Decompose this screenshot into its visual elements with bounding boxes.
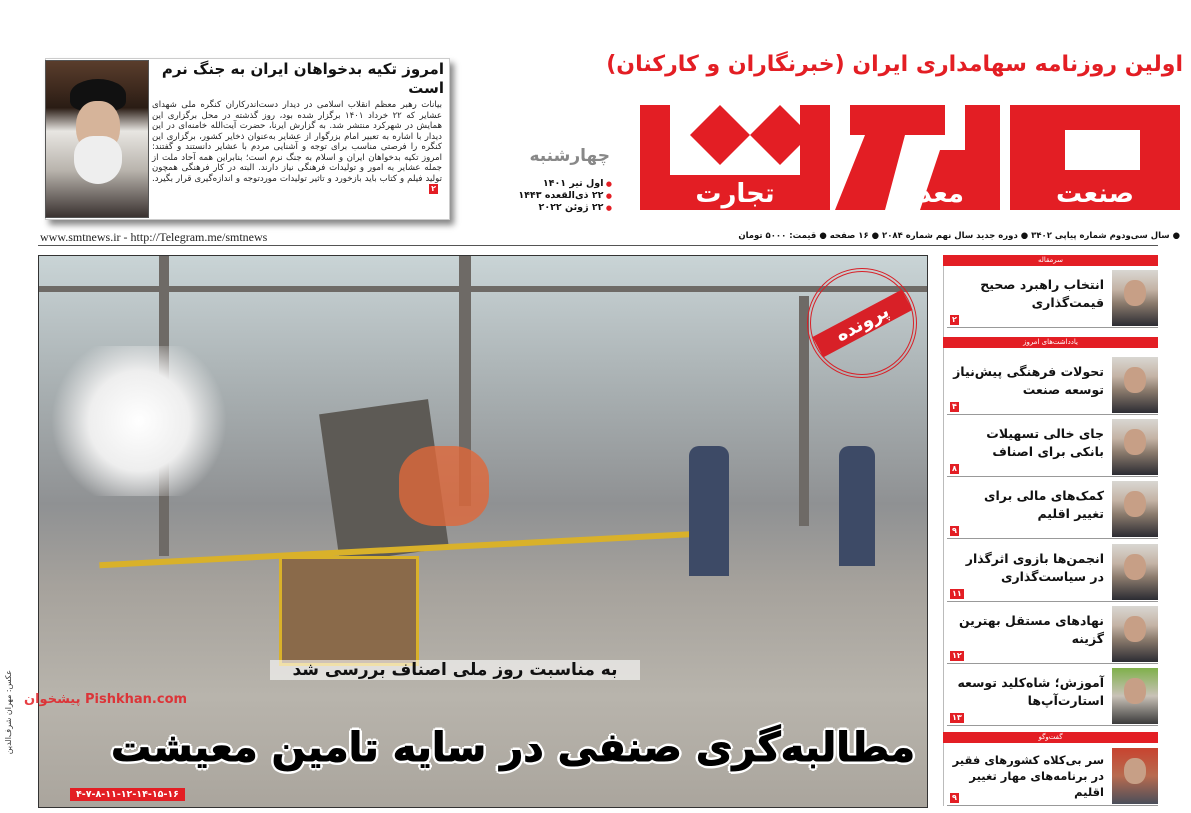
- logo-word: صنعت: [1056, 179, 1134, 209]
- item-title: سر بی‌کلاه کشورهای فقیر در برنامه‌های مهار تغییر اقلیم: [952, 753, 1104, 799]
- lead-story-body: بیانات رهبر معظم انقلاب اسلامی در دیدار دست‌اندرکاران کنگره ملی شهدای عشایر که ۲۲ خرداد ۱۴۰۱ برگزار شده بود، روز گذشته در محل برگزاری این همایش در شهرکرد منتشر شد. به گزارش ایرنا، حضرت آیت‌الله خامنه‌ای در این دیدار با اشاره به تعبیر امام بزرگوار از عشایر به‌عنوان ذخایر کشور، برگزاری این کنگره را فرصتی مناسب برای توجه و آشنایی مردم با عشایر دانستند و گفتند: امروز تکیه بدخواهان ایران و اسلام به جنگ نرم است؛ بنابراین همه آحاد ملت از جمله عشایر به امور و تولیدات فرهنگی نیاز دارند. البته در کار فرهنگی همچون تولید فیلم و کتاب باید بازخورد و تاثیر تولیدات موردتوجه و اندازه‌گیری قرار بگیرد.: [152, 100, 442, 184]
- headline-kicker: به مناسبت روز ملی اصناف بررسی شد: [270, 660, 640, 680]
- sidebar-item[interactable]: [947, 357, 1158, 415]
- sidebar-item[interactable]: [947, 270, 1158, 328]
- item-title: جای خالی تسهیلات بانکی برای اصناف: [986, 426, 1104, 459]
- page-ref-badge: ۹: [952, 526, 957, 535]
- page-ref-badge: ۸: [952, 464, 957, 473]
- sidebar-item[interactable]: [947, 748, 1158, 806]
- website-links[interactable]: www.smtnews.ir - http://Telegram.me/smtnews: [40, 230, 268, 244]
- page-ref-badge: ۹: [952, 793, 957, 802]
- stamp-label: پرونده: [812, 289, 912, 357]
- main-headline[interactable]: مطالبه‌گری صنفی در سایه تامین معیشت: [110, 725, 915, 771]
- item-title: انتخاب راهبرد صحیح قیمت‌گذاری: [980, 277, 1104, 310]
- item-title: کمک‌های مالی برای تغییر اقلیم: [984, 488, 1104, 521]
- author-photo: [1112, 748, 1158, 804]
- sidebar-item[interactable]: [947, 481, 1158, 539]
- author-photo: [1112, 357, 1158, 413]
- sidebar-item[interactable]: [947, 668, 1158, 726]
- author-photo: [1112, 606, 1158, 662]
- lead-story-title[interactable]: امروز تکیه بدخواهان ایران به جنگ نرم است: [161, 60, 444, 97]
- photo-credit: عکس: مهران شرف‌الدین: [4, 670, 13, 755]
- issue-info: ● سال سی‌ودوم شماره پیاپی ۳۴۰۲ ● دوره جدید سال نهم شماره ۲۰۸۴ ● ۱۶ صفحه ● قیمت: ۵۰۰۰ تومان: [738, 231, 1180, 241]
- solar-date: ● اول تیر ۱۴۰۱: [543, 178, 612, 189]
- dates: [500, 178, 612, 214]
- author-photo: [1112, 270, 1158, 326]
- sidebar-item[interactable]: [947, 606, 1158, 664]
- lead-story-body-block: [152, 100, 442, 195]
- divider: [38, 245, 1158, 246]
- section-header-editorial: سرمقاله: [943, 255, 1158, 266]
- lunar-date: ● ۲۲ ذی‌القعده ۱۴۴۳: [518, 190, 612, 201]
- item-title: نهادهای مستقل بهترین گزینه: [958, 613, 1104, 646]
- author-photo: [1112, 544, 1158, 600]
- sidebar-item[interactable]: [947, 544, 1158, 602]
- page-ref-badge: ۴: [952, 402, 957, 411]
- masthead-slogan: اولین روزنامه سهامداری ایران (خبرنگاران و کارکنان): [606, 52, 1183, 77]
- author-photo: [1112, 481, 1158, 537]
- item-title: تحولات فرهنگی پیش‌نیاز توسعه صنعت: [953, 364, 1104, 397]
- logo-word: معدن: [896, 179, 964, 209]
- page-refs[interactable]: ۴-۷-۸-۱۱-۱۲-۱۴-۱۵-۱۶: [70, 788, 185, 801]
- page-ref-badge[interactable]: ۲: [431, 184, 436, 193]
- page-ref-badge: ۲: [952, 315, 957, 324]
- author-photo: [1112, 668, 1158, 724]
- logo-word: تجارت: [695, 179, 775, 209]
- item-title: انجمن‌ها بازوی اثرگذار در سیاست‌گذاری: [965, 551, 1104, 584]
- section-header-interview: گفت‌وگو: [943, 732, 1158, 743]
- lead-story-photo: [45, 60, 149, 218]
- gregorian-date: ● ۲۲ ژوئن ۲۰۲۲: [539, 202, 612, 213]
- page-ref-badge: ۱۲: [952, 651, 962, 660]
- sidebar-item[interactable]: [947, 419, 1158, 477]
- section-header-notes: یادداشت‌های امروز: [943, 337, 1158, 348]
- author-photo: [1112, 419, 1158, 475]
- newspaper-logo: [640, 90, 1180, 210]
- watermark: پیشخوان Pishkhan.com: [24, 692, 188, 707]
- item-title: آموزش؛ شاه‌کلید توسعه استارت‌آپ‌ها: [957, 675, 1104, 708]
- page-ref-badge: ۱۱: [952, 589, 962, 598]
- page-ref-badge: ۱۳: [952, 713, 962, 722]
- dossier-stamp: [807, 268, 917, 378]
- weekday: چهارشنبه: [529, 146, 610, 166]
